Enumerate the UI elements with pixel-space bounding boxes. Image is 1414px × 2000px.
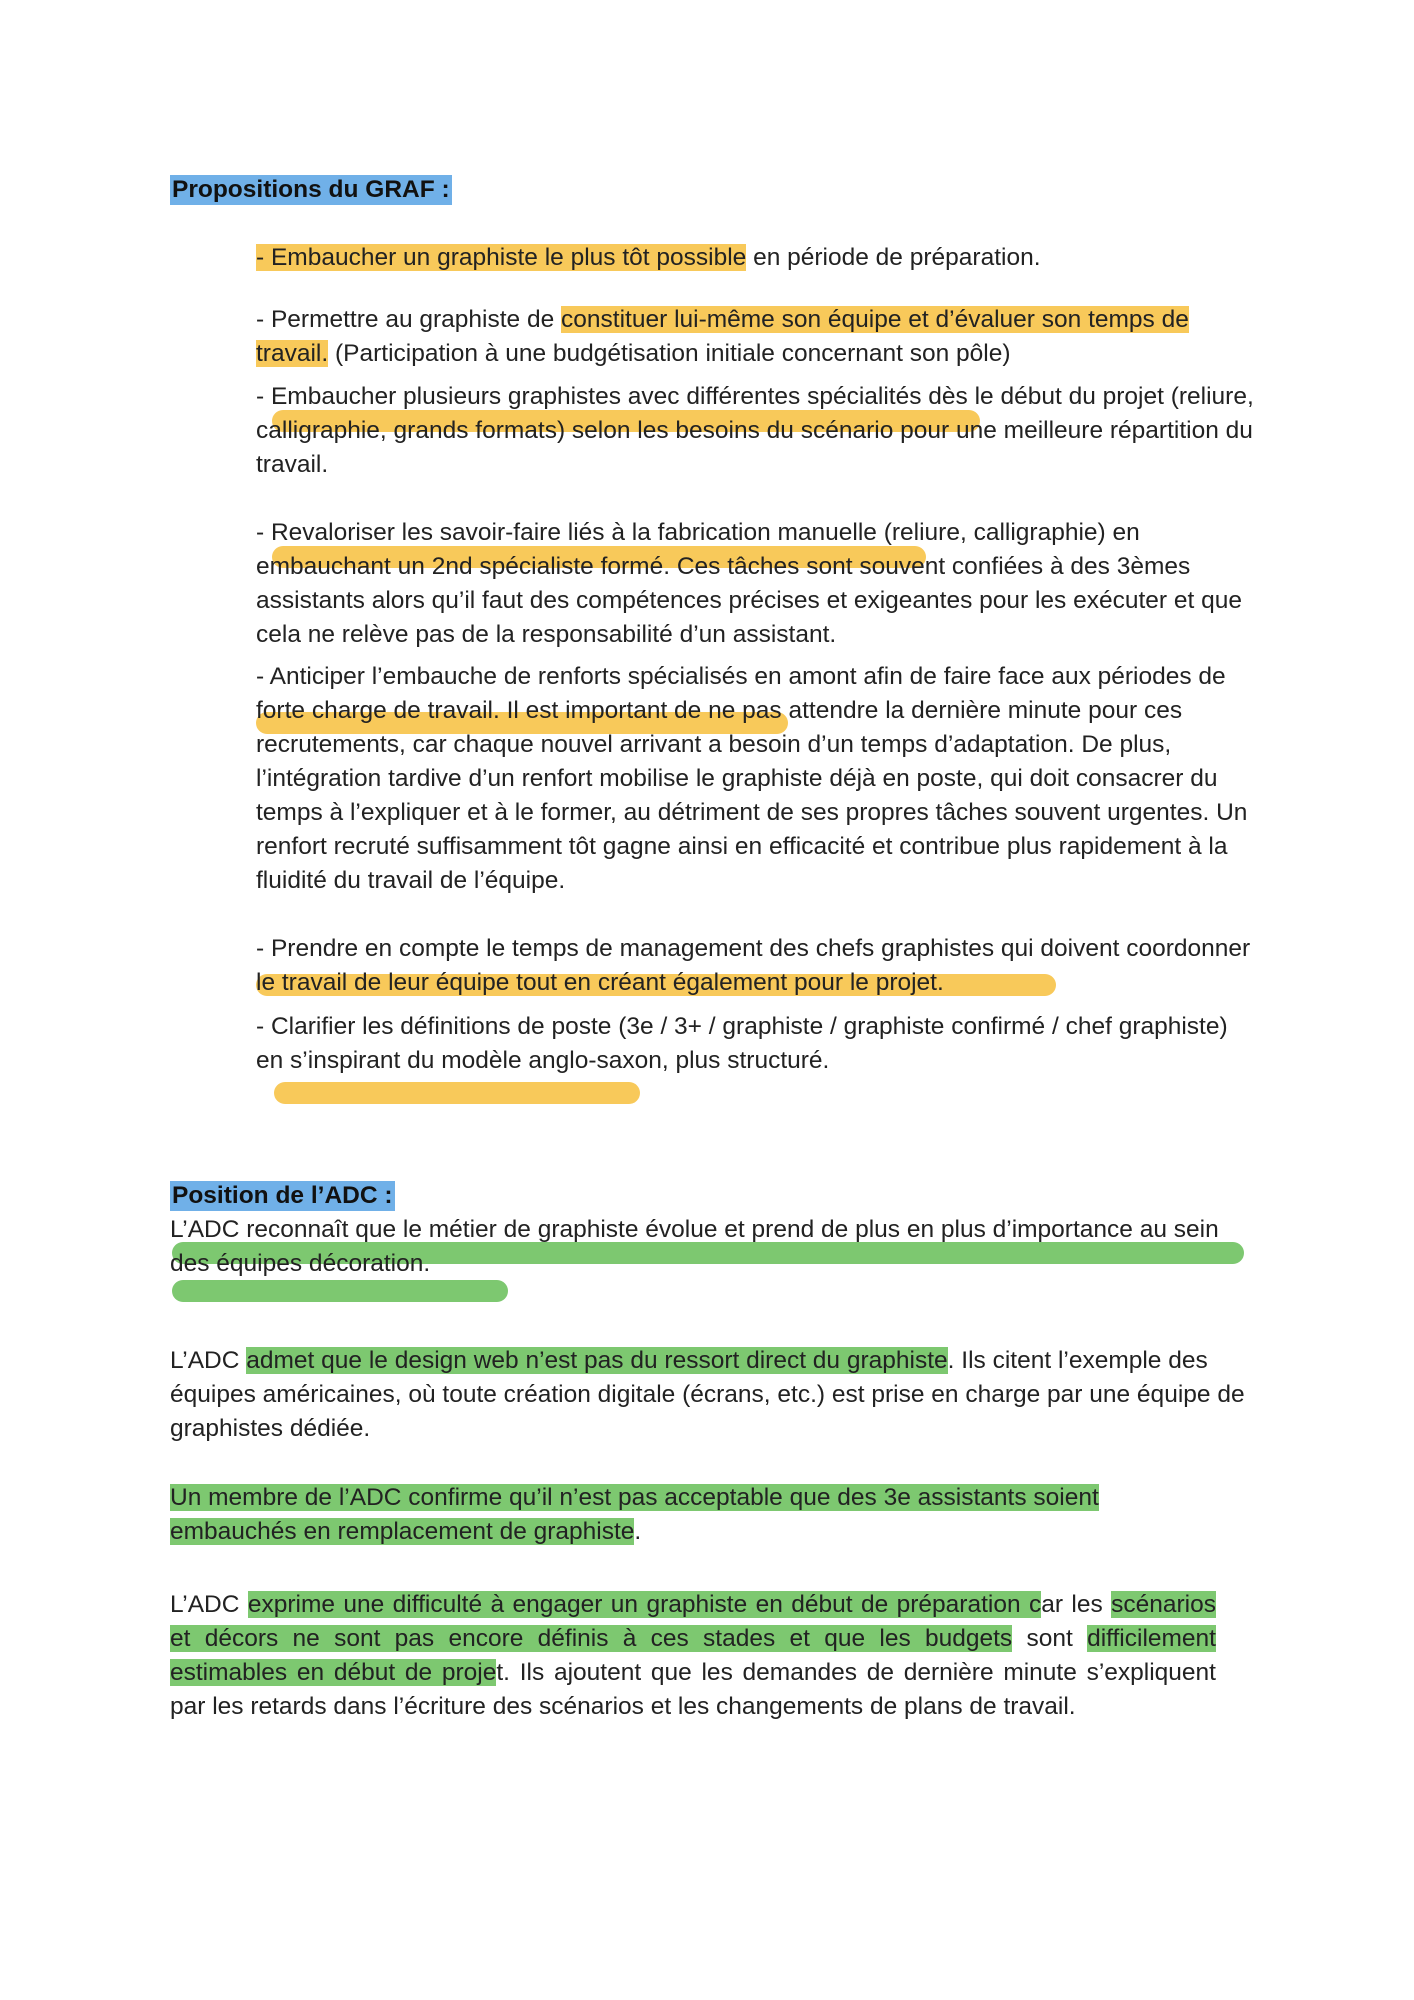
text-span: sont: [1012, 1625, 1088, 1652]
highlight-span: constituer lui-même son équipe et d’évaluer son temps de travail.: [256, 306, 1189, 367]
adc-paragraph-2: [170, 1344, 1260, 1446]
adc-paragraph-4: [170, 1588, 1216, 1724]
graf-proposal-7: - Clarifier les définitions de poste (3e / 3+ / graphiste / graphiste confirmé / chef graphiste) en s’inspirant du modèle anglo-saxon, plus structuré.: [256, 1013, 1228, 1074]
text-span: t. Ils ajoutent que les demandes de dernière minute s’expliquent par les retards dans l’écriture des scénarios et les changements de plans de travail.: [170, 1659, 1216, 1720]
text-span: L’ADC: [170, 1591, 248, 1618]
graf-proposal-2: [256, 303, 1256, 371]
highlight-span: difficilement estimables en début de proje: [170, 1625, 1216, 1686]
graf-proposal-3: - Embaucher plusieurs graphistes avec différentes spécialités dès le début du projet (reliure, calligraphie, grands formats) selon les besoins du scénario pour une meilleure répartition du travail.: [256, 383, 1254, 478]
graf-proposal-6: - Prendre en compte le temps de management des chefs graphistes qui doivent coordonner le travail de leur équipe tout en créant également pour le projet.: [256, 935, 1251, 996]
graf-proposal-5: - Anticiper l’embauche de renforts spécialisés en amont afin de faire face aux périodes de forte charge de travail. Il est important de ne pas attendre la dernière minute pour ces recrutements, car chaque nouvel arrivant a besoin d’un temps d’adaptation. De plus, l’intégration tardive d’un renfort mobilise le graphiste déjà en poste, qui doit consacrer du temps à l’expliquer et à le former, au détriment de ses propres tâches souvent urgentes. Un renfort recruté suffisamment tôt gagne ainsi en efficacité et contribue plus rapidement à la fluidité du travail de l’équipe.: [256, 663, 1248, 894]
graf-proposal-4: - Revaloriser les savoir-faire liés à la fabrication manuelle (reliure, calligraphie) en embauchant un 2nd spécialiste formé. Ces tâches sont souvent confiées à des 3èmes assistants alors qu’il faut des compétences précises et exigeantes pour les exécuter et que cela ne relève pas de la responsabilité d’un assistant.: [256, 519, 1242, 648]
graf-heading: Propositions du GRAF :: [172, 176, 450, 203]
text-span: en période de préparation.: [746, 244, 1041, 271]
adc-paragraph-1: L’ADC reconnaît que le métier de graphiste évolue et prend de plus en plus d’importance au sein des équipes décoration.: [170, 1216, 1219, 1277]
highlighter-stroke: [274, 1082, 640, 1104]
highlight-span: Un membre de l’ADC confirme qu’il n’est pas acceptable que des 3e assistants soient embauchés en remplacement de graphiste: [170, 1484, 1099, 1545]
highlight-span: - Embaucher un graphiste le plus tôt possible: [256, 244, 747, 271]
text-span: . Ils citent l’exemple des équipes américaines, où toute création digitale (écrans, etc.) est prise en charge par une équipe de graphistes dédiée.: [170, 1347, 1245, 1442]
highlight-span: scénarios et décors ne sont pas encore définis à ces stades et que les budgets: [170, 1591, 1216, 1652]
highlight-span: exprime une difficulté à engager un graphiste en début de préparation c: [247, 1591, 1042, 1618]
highlighter-stroke: [172, 1280, 508, 1302]
text-span: ar les: [1041, 1591, 1112, 1618]
adc-heading: Position de l’ADC :: [172, 1182, 393, 1209]
graf-proposal-1: [256, 241, 1256, 275]
text-span: L’ADC: [170, 1347, 247, 1374]
adc-paragraph-3: [170, 1481, 1180, 1549]
text-span: (Participation à une budgétisation initiale concernant son pôle): [328, 340, 1011, 367]
highlight-span: admet que le design web n’est pas du ressort direct du graphiste: [246, 1347, 948, 1374]
text-span: .: [634, 1518, 642, 1545]
text-span: - Permettre au graphiste de: [256, 306, 562, 333]
